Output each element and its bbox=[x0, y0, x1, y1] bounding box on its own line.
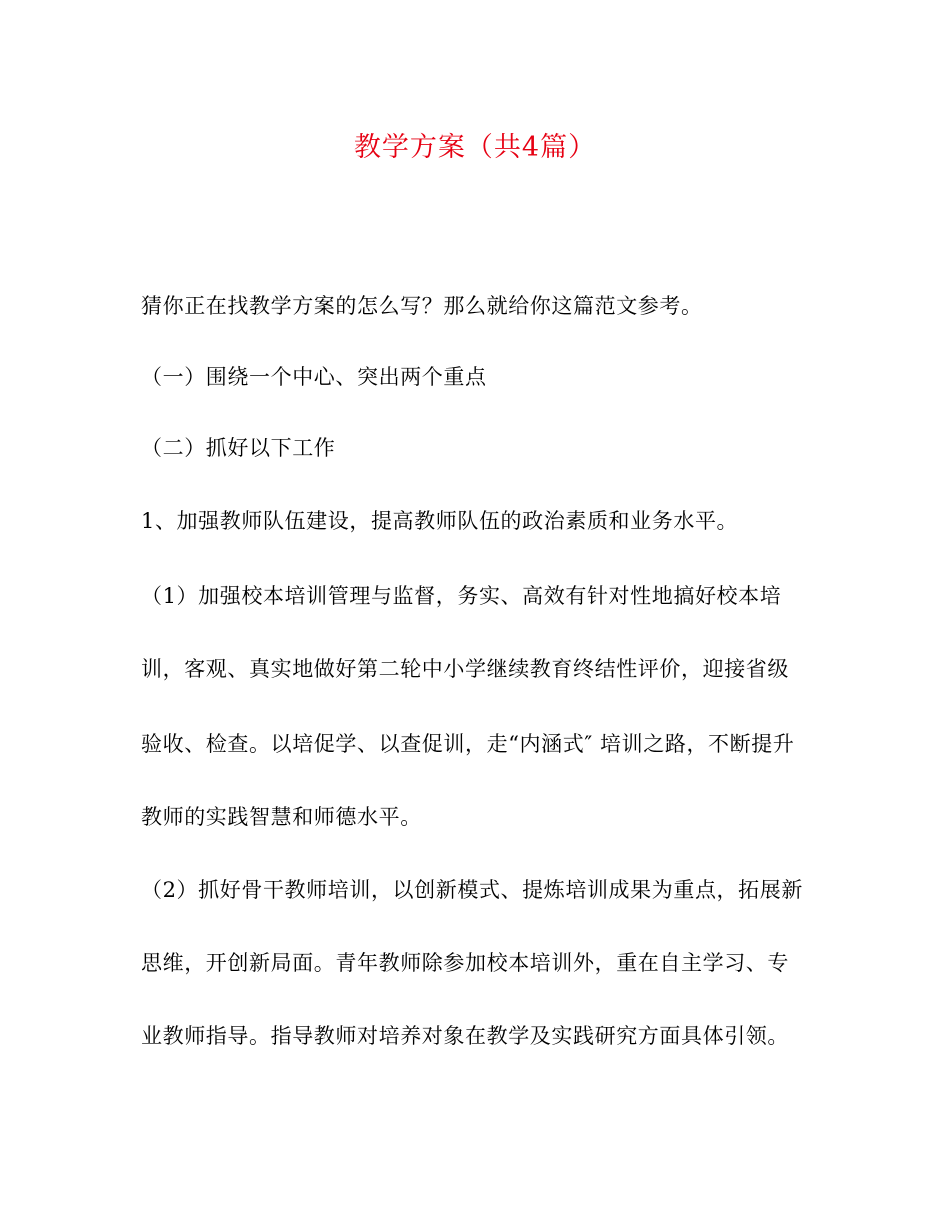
section-heading-1: （一）围绕一个中心、突出两个重点 bbox=[141, 365, 487, 389]
section-heading-2: （二）抓好以下工作 bbox=[141, 436, 336, 460]
paragraph-line: 教师的实践智慧和师德水平。 bbox=[141, 805, 422, 829]
intro-paragraph: 猜你正在找教学方案的怎么写？那么就给你这篇范文参考。 bbox=[141, 294, 703, 318]
paragraph-line: 训，客观、真实地做好第二轮中小学继续教育终结性评价，迎接省级 bbox=[141, 657, 789, 681]
paragraph-line: （2）抓好骨干教师培训，以创新模式、提炼培训成果为重点，拓展新 bbox=[141, 878, 803, 902]
paragraph-line: 验收、检查。以培促学、以查促训，走“内涵式″ 培训之路，不断提升 bbox=[141, 732, 795, 756]
document-title: 教学方案（共4篇） bbox=[353, 132, 597, 163]
paragraph-line: 思维，开创新局面。青年教师除参加校本培训外，重在自主学习、专 bbox=[141, 951, 789, 975]
paragraph-line: 业教师指导。指导教师对培养对象在教学及实践研究方面具体引领。 bbox=[141, 1024, 789, 1048]
paragraph-line: （1）加强校本培训管理与监督，务实、高效有针对性地搞好校本培 bbox=[141, 584, 782, 608]
item-heading-1: 1、加强教师队伍建设，提高教师队伍的政治素质和业务水平。 bbox=[141, 509, 739, 533]
